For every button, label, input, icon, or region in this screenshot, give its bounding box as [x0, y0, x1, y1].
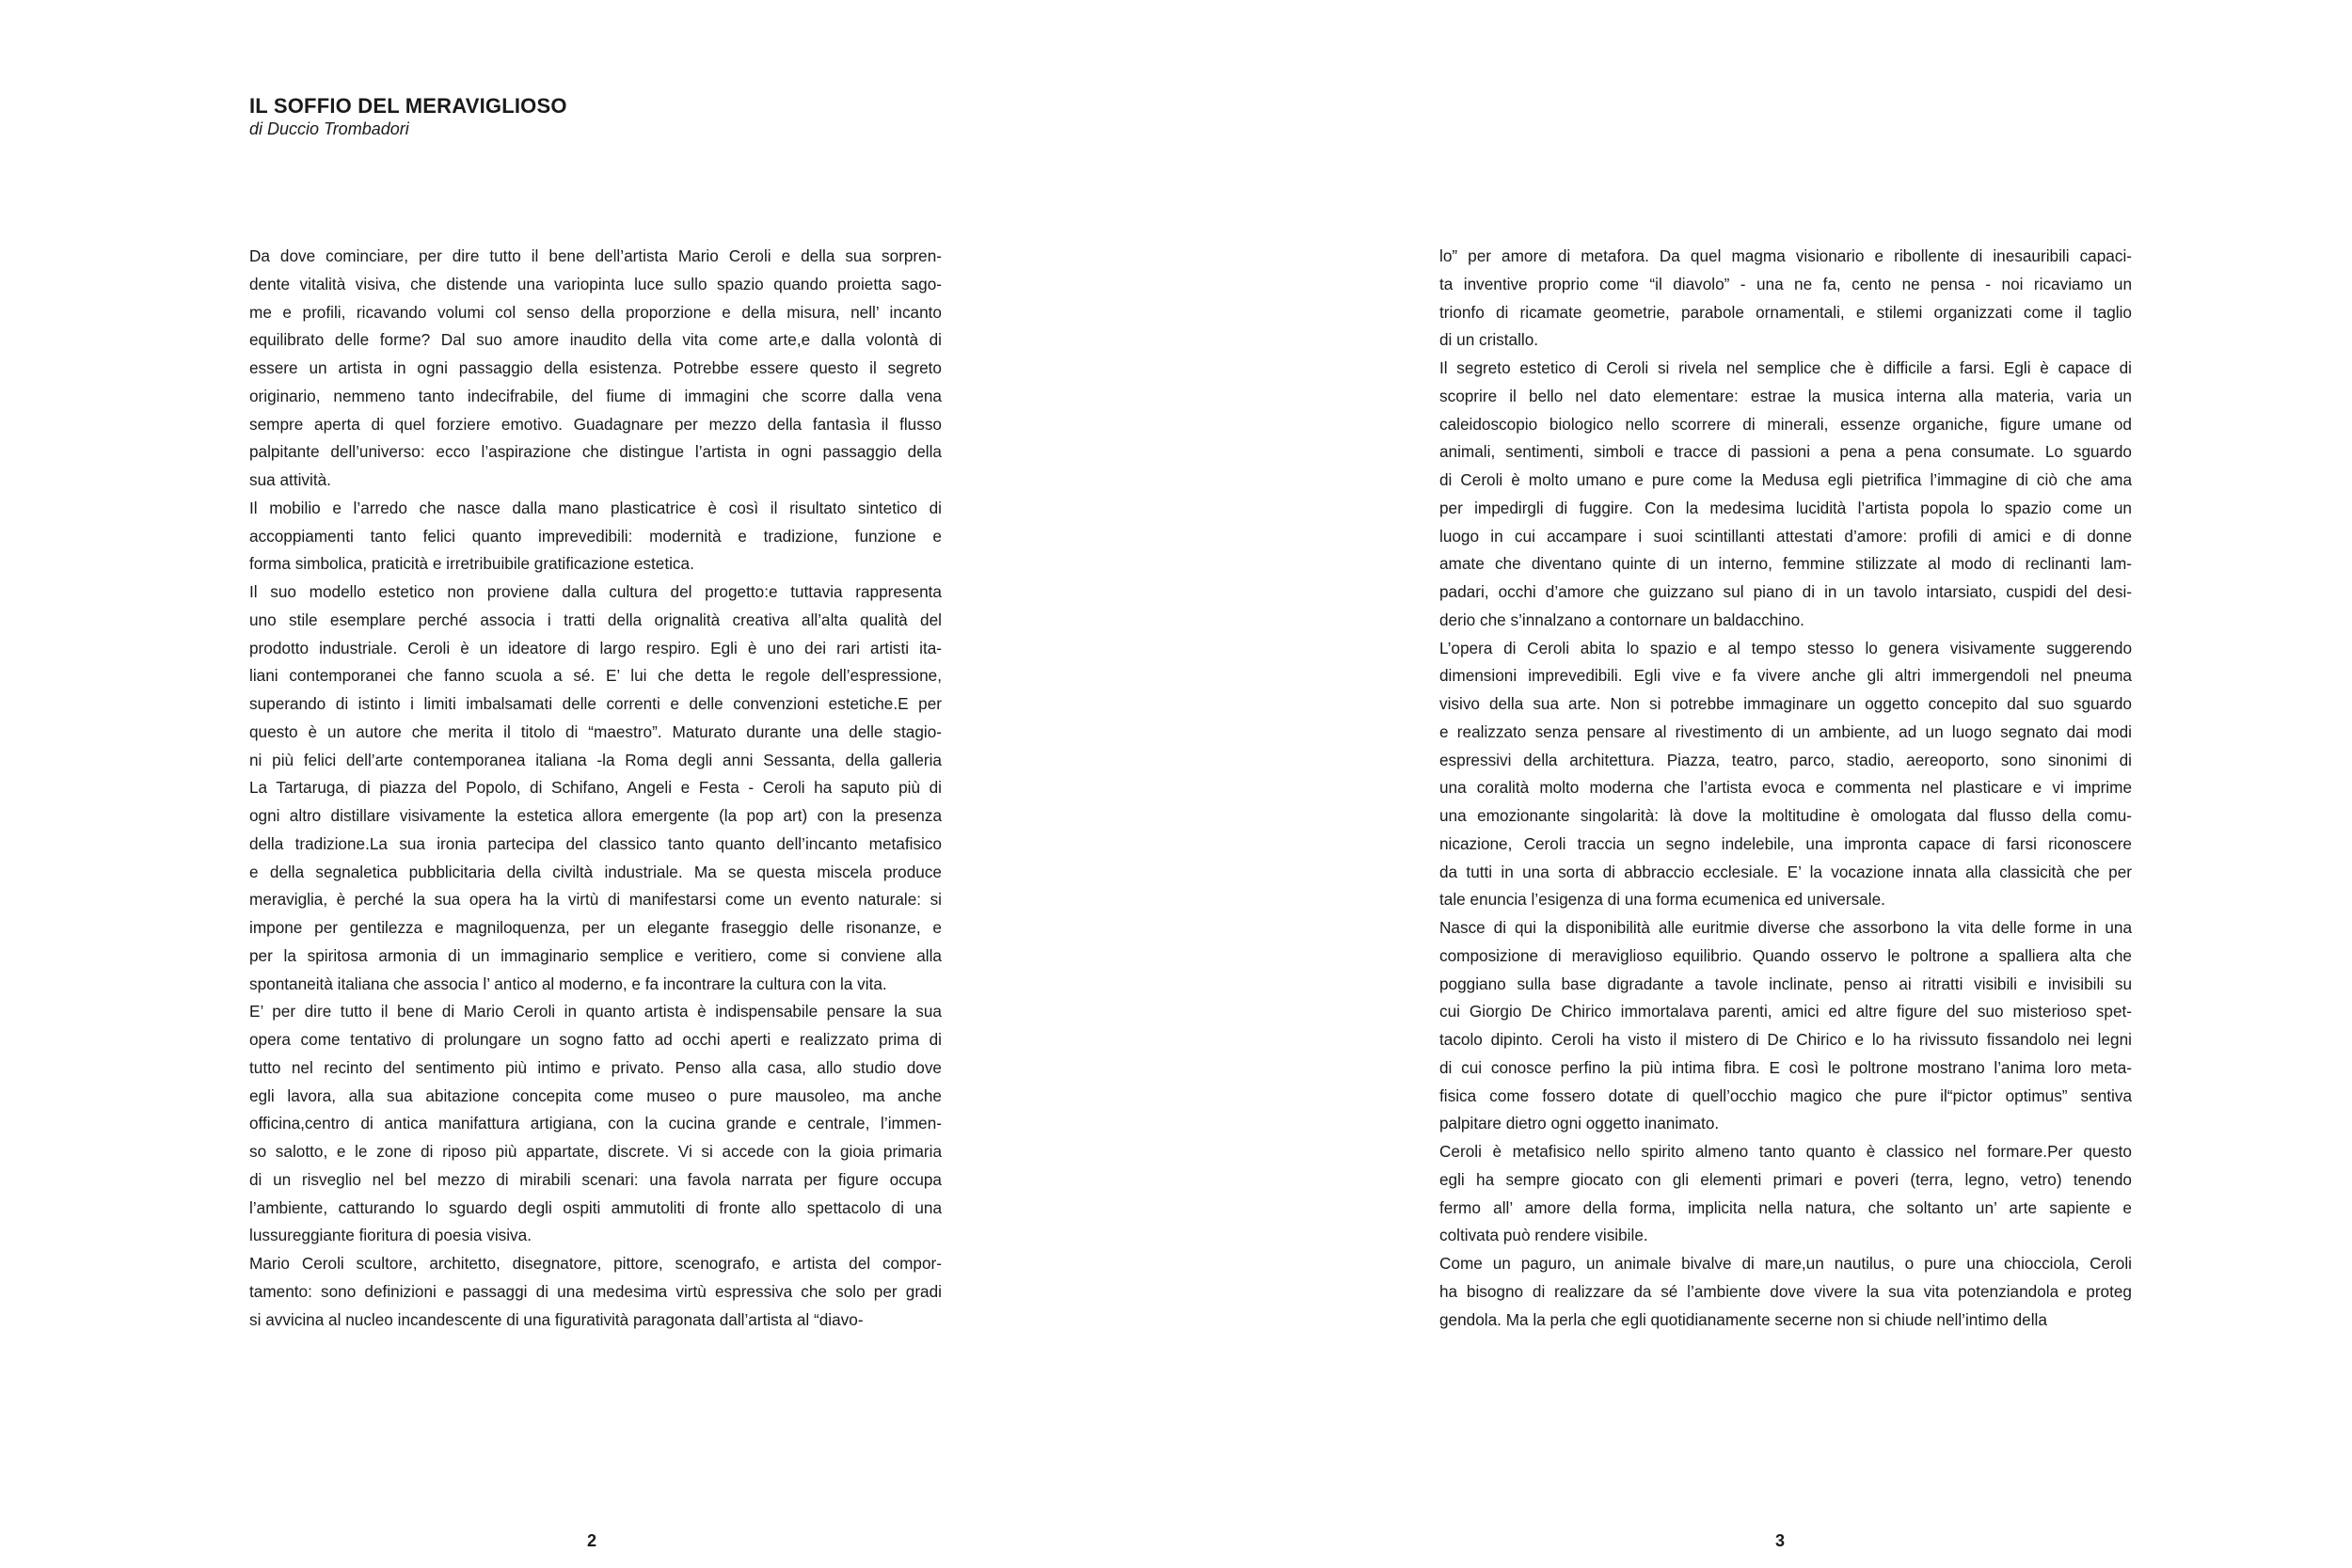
- paragraph: [249, 1250, 942, 1334]
- page-number-right: 3: [1775, 1531, 1786, 1550]
- text-line: espressivi della architettura. Piazza, teatro, parco, stadio, aereoporto, sono sinonimi di: [1439, 750, 2132, 769]
- text-line: so salotto, e le zone di riposo più appartate, discrete. Vi si accede con la gioia primaria: [249, 1142, 942, 1161]
- text-line: amate che diventano quinte di un interno, femmine stilizzate al modo di reclinanti lam-: [1439, 554, 2132, 574]
- text-line: della tradizione.La sua ironia partecipa del classico tanto quanto dell’incanto metafisico: [249, 833, 942, 853]
- article-title: IL SOFFIO DEL MERAVIGLIOSO: [249, 94, 567, 118]
- text-line: scoprire il bello nel dato elementare: estrae la musica interna alla materia, varia un: [1439, 386, 2132, 405]
- text-line: Da dove cominciare, per dire tutto il bene dell’artista Mario Ceroli e della sua sorpren-: [249, 246, 942, 265]
- text-line: ogni altro distillare visivamente la estetica allora emergente (la pop art) con la presenza: [249, 806, 942, 825]
- text-line: Come un paguro, un animale bivalve di mare,un nautilus, o pure una chiocciola, Ceroli: [1439, 1254, 2132, 1273]
- text-line: ha bisogno di realizzare da sé l’ambiente dove vivere la sua vita potenziandola e proteg: [1439, 1281, 2132, 1301]
- text-line: poggiano sulla base digradante a tavole inclinate, penso ai ritratti visibili e invisibili su: [1439, 974, 2132, 993]
- text-line: tutto nel recinto del sentimento più intimo e privato. Penso alla casa, allo studio dove: [249, 1057, 942, 1077]
- text-line: di un cristallo.: [1439, 330, 1539, 350]
- text-line: e della segnaletica pubblicitaria della civiltà industriale. Ma se questa miscela produce: [249, 862, 942, 881]
- paragraph: [1439, 243, 2132, 355]
- text-line: impone per gentilezza e magniloquenza, per un elegante fraseggio delle risonanze, e: [249, 918, 942, 937]
- paragraph: [249, 243, 942, 495]
- text-line: opera come tentativo di prolungare un sogno fatto ad occhi aperti e realizzato prima di: [249, 1030, 942, 1049]
- text-line: equilibrato delle forme? Dal suo amore inaudito della vita come arte,e dalla volontà di: [249, 330, 942, 350]
- text-line: coltivata può rendere visibile.: [1439, 1226, 1648, 1245]
- text-line: di un risveglio nel bel mezzo di mirabili scenari: una favola narrata per figure occupa: [249, 1169, 942, 1189]
- right-page: [1176, 0, 2352, 1568]
- text-line: di Ceroli è molto umano e pure come la Medusa egli pietrifica l’immagine di ciò che ama: [1439, 470, 2132, 489]
- text-line: Il suo modello estetico non proviene dalla cultura del progetto:e tuttavia rappresenta: [249, 582, 942, 601]
- text-line: per la spiritosa armonia di un immaginario semplice e veritiero, come si conviene alla: [249, 945, 942, 965]
- text-line: nicazione, Ceroli traccia un segno indelebile, una impronta capace di farsi riconoscere: [1439, 833, 2132, 853]
- text-line: composizione di meraviglioso equilibrio. Quando osservo le poltrone a spalliera alta che: [1439, 945, 2132, 965]
- text-line: Ceroli è metafisico nello spirito almeno tanto quanto è classico nel formare.Per questo: [1439, 1142, 2132, 1161]
- left-column-text: [249, 243, 942, 1334]
- text-line: spontaneità italiana che associa l’ antico al moderno, e fa incontrare la cultura con la vita.: [249, 974, 887, 993]
- text-line: prodotto industriale. Ceroli è un ideatore di largo respiro. Egli è uno dei rari artisti ita-: [249, 638, 942, 657]
- text-line: gendola. Ma la perla che egli quotidianamente secerne non si chiude nell’intimo della: [1439, 1309, 2047, 1329]
- text-line: egli lavora, alla sua abitazione concepita come museo o pure mausoleo, ma anche: [249, 1085, 942, 1105]
- text-line: da tutti in una sorta di abbraccio ecclesiale. E’ la vocazione innata alla classicità che per: [1439, 862, 2132, 881]
- text-line: ni più felici dell’arte contemporanea italiana -la Roma degli anni Sessanta, della galleria: [249, 750, 942, 769]
- paragraph: [1439, 914, 2132, 1138]
- text-line: egli ha sempre giocato con gli elementi primari e poveri (terra, legno, vetro) tenendo: [1439, 1169, 2132, 1189]
- right-column-text: [1439, 243, 2132, 1334]
- text-line: una emozionante singolarità: là dove la moltitudine è omologata dal flusso della comu-: [1439, 806, 2132, 825]
- text-line: caleidoscopio biologico nello scorrere di minerali, essenze organiche, figure umane od: [1439, 414, 2132, 434]
- text-line: tamento: sono definizioni e passaggi di una medesima virtù espressiva che solo per gradi: [249, 1281, 942, 1301]
- text-line: superando di istinto i limiti imbalsamati delle correnti e delle convenzioni estetiche.E per: [249, 694, 942, 713]
- text-line: Il mobilio e l’arredo che nasce dalla mano plasticatrice è così il risultato sintetico di: [249, 498, 942, 517]
- text-line: l’ambiente, catturando lo sguardo degli ospiti ammutoliti di fronte allo spettacolo di una: [249, 1197, 942, 1217]
- text-line: me e profili, ricavando volumi col senso della proporzione e della misura, nell’ incanto: [249, 302, 942, 322]
- text-line: Nasce di qui la disponibilità alle euritmie diverse che assorbono la vita delle forme in una: [1439, 918, 2132, 937]
- text-line: tacolo dipinto. Ceroli ha visto il mistero di De Chirico e lo ha rivissuto fissandolo nei legni: [1439, 1030, 2132, 1049]
- article-author: di Duccio Trombadori: [249, 119, 409, 138]
- text-line: per impedirgli di fuggire. Con la medesima lucidità l’artista popola lo spazio come un: [1439, 498, 2132, 517]
- paragraph: [1439, 1250, 2132, 1334]
- text-line: dente vitalità visiva, che distende una variopinta luce sullo spazio quando proietta sago-: [249, 274, 942, 293]
- text-line: si avvicina al nucleo incandescente di una figuratività paragonata dall’artista al “diavo-: [249, 1309, 864, 1329]
- text-line: animali, sentimenti, simboli e tracce di passioni a pena a pena consumate. Lo sguardo: [1439, 442, 2132, 462]
- text-line: derio che s’innalzano a contornare un baldacchino.: [1439, 610, 1804, 629]
- text-line: lo” per amore di metafora. Da quel magma visionario e ribollente di inesauribili capaci-: [1439, 246, 2132, 265]
- text-line: liani contemporanei che fanno scuola a sé. E’ lui che detta le regole dell’espressione,: [249, 666, 942, 686]
- paragraph: [249, 998, 942, 1250]
- text-line: cui Giorgio De Chirico immortalava parenti, amici ed altre figure del suo misterioso spet-: [1439, 1002, 2132, 1022]
- paragraph: [249, 578, 942, 998]
- text-line: padari, occhi d’amore che guizzano sul piano di in un tavolo intarsiato, cuspidi del desi-: [1439, 582, 2132, 601]
- text-line: sempre aperta di quel forziere emotivo. Guadagnare per mezzo della fantasìa il flusso: [249, 414, 942, 434]
- page-number-left: 2: [587, 1531, 597, 1550]
- paragraph: [1439, 635, 2132, 915]
- text-line: palpitare dietro ogni oggetto inanimato.: [1439, 1114, 1720, 1133]
- text-line: meraviglia, è perché la sua opera ha la virtù di manifestarsi come un evento naturale: si: [249, 890, 942, 910]
- text-line: questo è un autore che merita il titolo di “maestro”. Maturato durante una delle stagio-: [249, 721, 942, 741]
- text-line: visivo della sua arte. Non si potrebbe immaginare un oggetto concepito dal suo sguardo: [1439, 694, 2132, 713]
- text-line: essere un artista in ogni passaggio della esistenza. Potrebbe essere questo il segreto: [249, 358, 942, 377]
- text-line: La Tartaruga, di piazza del Popolo, di Schifano, Angeli e Festa - Ceroli ha saputo più di: [249, 778, 942, 798]
- text-line: trionfo di ricamate geometrie, parabole ornamentali, e stilemi organizzati come il taglio: [1439, 302, 2132, 322]
- text-line: una coralità molto moderna che l’artista evoca e commenta nel plasticare e vi imprime: [1439, 778, 2132, 798]
- text-line: Mario Ceroli scultore, architetto, disegnatore, pittore, scenografo, e artista del compor-: [249, 1254, 942, 1273]
- text-line: E’ per dire tutto il bene di Mario Ceroli in quanto artista è indispensabile pensare la sua: [249, 1002, 942, 1022]
- text-line: uno stile esemplare perché associa i tratti della orignalità creativa all’alta qualità del: [249, 610, 942, 629]
- article-header: [249, 94, 567, 139]
- text-line: L’opera di Ceroli abita lo spazio e al tempo stesso lo genera visivamente suggerendo: [1439, 638, 2132, 657]
- text-line: lussureggiante fioritura di poesia visiva.: [249, 1226, 532, 1245]
- text-line: tale enuncia l’esigenza di una forma ecumenica ed universale.: [1439, 890, 1885, 910]
- paragraph: [1439, 355, 2132, 635]
- text-line: Il segreto estetico di Ceroli si rivela nel semplice che è difficile a farsi. Egli è capace di: [1439, 358, 2132, 377]
- text-line: di cui conosce perfino la più intima fibra. E così le poltrone mostrano l’anima loro meta-: [1439, 1057, 2132, 1077]
- text-line: sua attività.: [249, 470, 331, 489]
- text-line: fisica come fossero dotate di quell’occhio magico che pure il“pictor optimus” sentiva: [1439, 1085, 2132, 1105]
- text-line: accoppiamenti tanto felici quanto imprevedibili: modernità e tradizione, funzione e: [249, 526, 942, 546]
- paragraph: [1439, 1138, 2132, 1250]
- text-line: dimensioni imprevedibili. Egli vive e fa vivere anche gli altri immergendoli nel pneuma: [1439, 666, 2132, 686]
- text-line: fermo all’ amore della forma, implicita nella natura, che soltanto un’ arte sapiente e: [1439, 1197, 2132, 1217]
- text-line: ta inventive proprio come “il diavolo” - una ne fa, cento ne pensa - noi ricaviamo un: [1439, 274, 2132, 293]
- text-line: officina,centro di antica manifattura artigiana, con la cucina grande e centrale, l’immen-: [249, 1114, 942, 1133]
- text-line: palpitante dell’universo: ecco l’aspirazione che distingue l’artista in ogni passaggio della: [249, 442, 942, 462]
- text-line: originario, nemmeno tanto indecifrabile, del fiume di immagini che scorre dalla vena: [249, 386, 942, 405]
- text-line: e realizzato senza pensare al rivestimento di un ambiente, ad un luogo segnato dai modi: [1439, 721, 2132, 741]
- text-line: forma simbolica, praticità e irretribuibile gratificazione estetica.: [249, 554, 694, 574]
- paragraph: [249, 495, 942, 578]
- text-line: luogo in cui accampare i suoi scintillanti attestati d’amore: profili di amici e di donne: [1439, 526, 2132, 546]
